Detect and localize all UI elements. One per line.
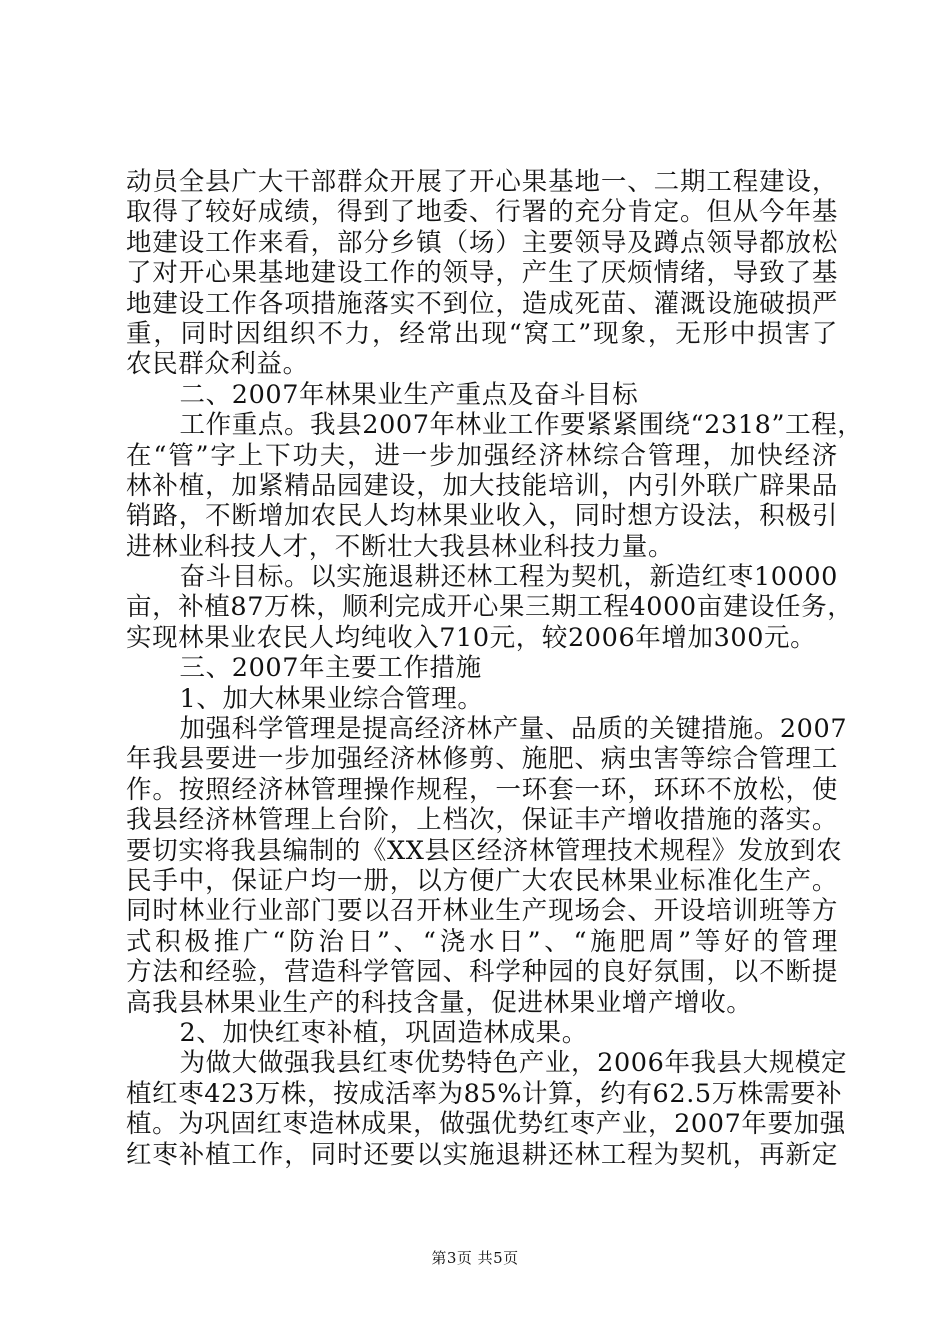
text-line: 式积极推广“防治日”、“浇水日”、“施肥周”等好的管理 [126,926,838,957]
text-line: 作。按照经济林管理操作规程，一环套一环，环环不放松，使 [126,774,838,805]
text-line: 要切实将我县编制的《XX县区经济林管理技术规程》发放到农 [126,835,843,866]
text-line: 民手中，保证户均一册，以方便广大农民林果业标准化生产。 [126,865,838,896]
text-line: 地建设工作来看，部分乡镇（场）主要领导及蹲点领导都放松 [126,227,838,258]
text-line: 实现林果业农民人均纯收入710元，较2006年增加300元。 [126,622,817,653]
page-number: 第3页 共5页 [431,1249,519,1267]
text-line: 2、加快红枣补植，巩固造林成果。 [179,1017,588,1048]
text-line: 高我县林果业生产的科技含量，促进林果业增产增收。 [126,987,753,1018]
text-line: 了对开心果基地建设工作的领导，产生了厌烦情绪，导致了基 [126,258,838,289]
text-line: 取得了较好成绩，得到了地委、行署的充分肯定。但从今年基 [126,197,838,228]
text-line: 同时林业行业部门要以召开林业生产现场会、开设培训班等方 [126,896,838,927]
text-line: 进林业科技人才，不断壮大我县林业科技力量。 [126,531,675,562]
text-line: 动员全县广大干部群众开展了开心果基地一、二期工程建设， [126,167,838,197]
text-line: 三、2007年主要工作措施 [179,653,482,684]
text-line: 我县经济林管理上台阶，上档次，保证丰产增收措施的落实。 [126,805,838,836]
text-line: 1、加大林果业综合管理。 [179,683,484,714]
text-line: 为做大做强我县红枣优势特色产业，2006年我县大规模定 [179,1048,848,1079]
document-body [126,167,864,1170]
text-line: 植。为巩固红枣造林成果，做强优势红枣产业，2007年要加强 [126,1109,846,1140]
text-line: 工作重点。我县2007年林业工作要紧紧围绕“2318”工程， [179,410,864,441]
page-footer [0,1247,950,1268]
text-line: 农民群众利益。 [126,349,309,380]
text-line: 地建设工作各项措施落实不到位，造成死苗、灌溉设施破损严 [126,288,838,319]
text-line: 重，同时因组织不力，经常出现“窝工”现象，无形中损害了 [126,318,838,349]
text-line: 红枣补植工作，同时还要以实施退耕还林工程为契机，再新定 [126,1139,838,1170]
text-line: 年我县要进一步加强经济林修剪、施肥、病虫害等综合管理工 [126,744,838,775]
text-line: 林补植，加紧精品园建设，加大技能培训，内引外联广辟果品 [126,470,838,501]
text-line: 植红枣423万株，按成活率为85%计算，约有62.5万株需要补 [126,1078,843,1109]
text-line: 亩，补植87万株，顺利完成开心果三期工程4000亩建设任务， [126,592,854,623]
text-line: 加强科学管理是提高经济林产量、品质的关键措施。2007 [179,714,848,745]
text-line: 方法和经验，营造科学管园、科学种园的良好氛围，以不断提 [126,957,838,988]
text-line: 销路，不断增加农民人均林果业收入，同时想方设法，积极引 [126,501,838,532]
text-line: 二、2007年林果业生产重点及奋斗目标 [179,379,639,410]
text-line: 在“管”字上下功夫，进一步加强经济林综合管理，加快经济 [126,440,838,471]
text-line: 奋斗目标。以实施退耕还林工程为契机，新造红枣10000 [179,562,838,593]
